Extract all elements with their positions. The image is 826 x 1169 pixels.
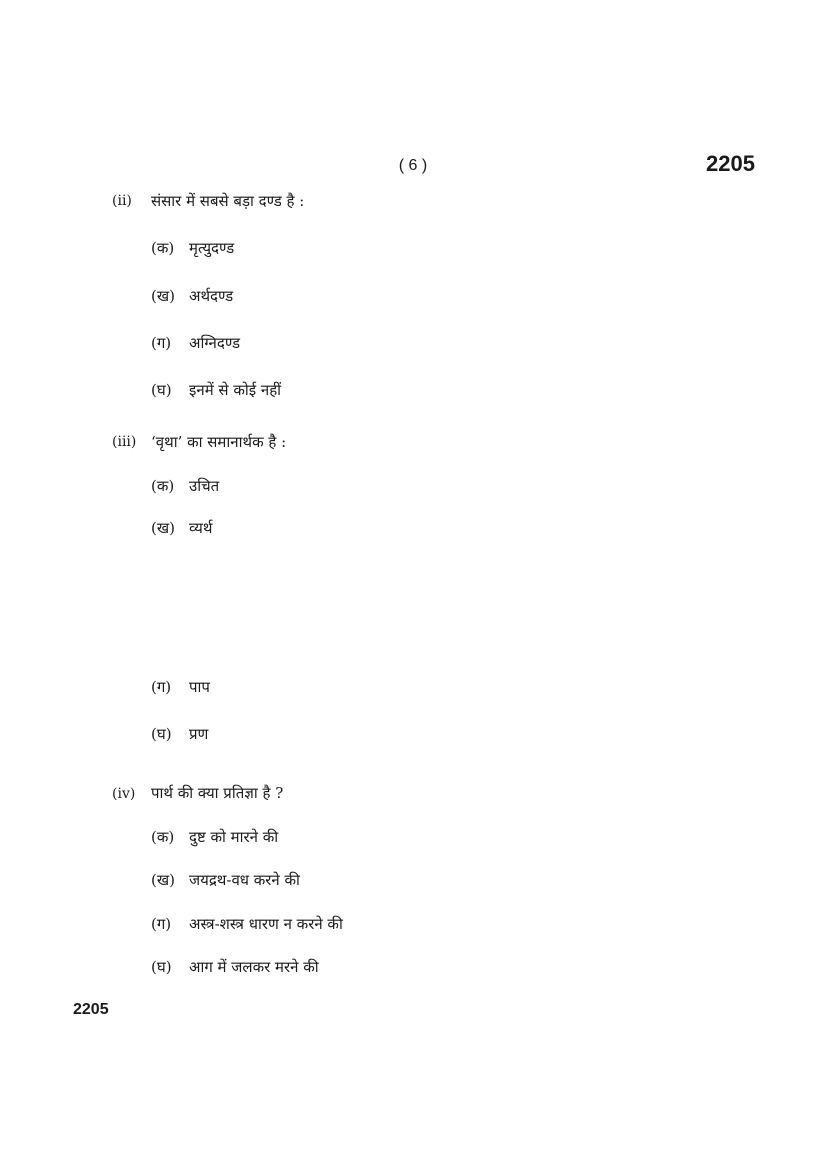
- question-number: (ii): [112, 193, 132, 209]
- question-text: ‘वृथा’ का समानार्थक है :: [151, 433, 287, 451]
- question-number: (iii): [112, 434, 137, 450]
- option-text: पाप: [189, 678, 210, 696]
- option-text: व्यर्थ: [189, 519, 213, 537]
- paper-code-bottom: 2205: [73, 1001, 109, 1018]
- option-marker: (घ): [151, 958, 172, 976]
- option-marker: (क): [151, 828, 175, 846]
- option-text: मृत्युदण्ड: [189, 239, 235, 257]
- option-text: अर्थदण्ड: [189, 287, 234, 305]
- question-text: संसार में सबसे बड़ा दण्ड है :: [151, 192, 305, 210]
- option-marker: (घ): [151, 725, 172, 743]
- option-marker: (घ): [151, 381, 172, 399]
- question-number: (iv): [112, 786, 136, 802]
- option-text: प्रण: [189, 725, 209, 743]
- option-text: दुष्ट को मारने की: [189, 828, 279, 846]
- option-marker: (क): [151, 477, 175, 495]
- option-marker: (ख): [151, 871, 175, 889]
- paper-code-top: 2205: [706, 151, 755, 176]
- option-marker: (ग): [151, 334, 172, 352]
- option-text: अग्निदण्ड: [189, 334, 241, 352]
- page-number: ( 6 ): [398, 157, 428, 174]
- option-text: जयद्रथ-वध करने की: [189, 871, 300, 889]
- option-text: अस्त्र-शस्त्र धारण न करने की: [189, 915, 343, 933]
- option-marker: (क): [151, 239, 175, 257]
- option-marker: (ग): [151, 678, 172, 696]
- option-text: इनमें से कोई नहीं: [189, 381, 282, 399]
- option-text: आग में जलकर मरने की: [189, 958, 319, 976]
- question-text: पार्थ की क्या प्रतिज्ञा है ?: [151, 784, 284, 802]
- option-marker: (ख): [151, 287, 175, 305]
- option-marker: (ख): [151, 519, 175, 537]
- option-marker: (ग): [151, 915, 172, 933]
- option-text: उचित: [189, 477, 220, 495]
